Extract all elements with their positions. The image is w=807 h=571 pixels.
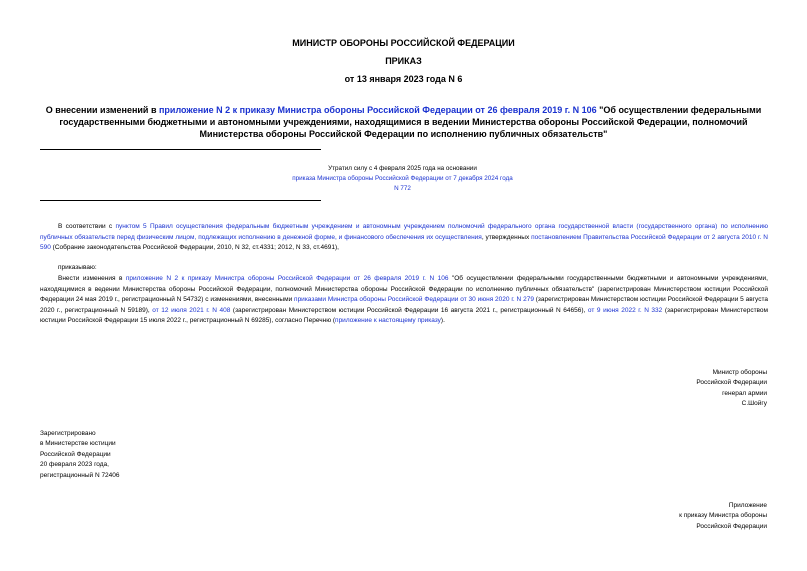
main-link-appendix[interactable]: приложение N 2 к приказу Министра обороны Российской Федерации от 26 февраля 2019 г. N 106 bbox=[125, 275, 449, 282]
order-word: приказываю: bbox=[58, 264, 97, 271]
document-type: ПРИКАЗ bbox=[385, 56, 422, 66]
status-note: Утратил силу с 4 февраля 2025 года на основании приказа Министра обороны Российской Федерации от 7 декабря 2024 года N 772 bbox=[292, 165, 513, 192]
document-date-number: от 13 января 2023 года N 6 bbox=[344, 74, 463, 84]
main-link-order-2022[interactable]: от 9 июня 2022 г. N 332 bbox=[587, 306, 663, 314]
appendix-header bbox=[679, 501, 767, 532]
preamble-link-resolution[interactable]: постановлением Правительства Российской Федерации от 2 августа 2010 г. N 590 bbox=[40, 233, 768, 252]
registration-line: Российской Федерации bbox=[40, 450, 111, 458]
document-title: О внесении изменений в приложение N 2 к приказу Министра обороны Российской Федерации от 26 февраля 2019 г. N 106 "Об осуществлении федеральными государственными бюджетными и автономными учреждениями, находящимися в ведении Министерства обороны Российской Федерации, полномочий Министерства обороны Российской Федерации по исполнению публичных обязательств" bbox=[45, 105, 762, 139]
preamble-link-rules[interactable]: Правил осуществления федеральным бюджетным учреждением и автономным учреждением полномочий федерального органа государственной власти (государственного органа) по исполнению публичных обязательств перед физическим лицом, подлежащих исполнению в денежной форме, и финансового обеспечения их осуществления bbox=[40, 223, 769, 241]
registration-line: регистрационный N 72406 bbox=[40, 471, 120, 479]
signature-line: генерал армии bbox=[722, 389, 767, 397]
registration-line: Зарегистрировано bbox=[40, 430, 96, 437]
divider-bottom bbox=[40, 200, 321, 201]
signature-line: Министр обороны bbox=[712, 369, 767, 376]
signature-line: Российской Федерации bbox=[696, 379, 767, 387]
preamble-link-clause[interactable]: пунктом 5 bbox=[115, 223, 147, 230]
signature-block bbox=[696, 368, 767, 410]
status-note-link[interactable]: приказа Министра обороны Российской Федерации от 7 декабря 2024 года N 772 bbox=[292, 175, 513, 192]
main-link-order-2021[interactable]: от 12 июля 2021 г. N 408 bbox=[152, 306, 231, 314]
main-link-orders-2020[interactable]: приказами Министра обороны Российской Федерации от 30 июня 2020 г. N 279 bbox=[294, 296, 534, 304]
registration-line: в Министерстве юстиции bbox=[40, 440, 116, 448]
appendix-line: Приложение bbox=[728, 502, 767, 509]
divider-top bbox=[40, 149, 321, 150]
registration-line: 20 февраля 2023 года, bbox=[40, 461, 109, 469]
title-link[interactable]: приложение N 2 к приказу Министра обороны Российской Федерации от 26 февраля 2019 г. N 106 bbox=[158, 105, 597, 115]
issuer-heading: МИНИСТР ОБОРОНЫ РОССИЙСКОЙ ФЕДЕРАЦИИ bbox=[292, 38, 515, 48]
registration-block bbox=[40, 429, 120, 481]
appendix-line: к приказу Министра обороны bbox=[679, 512, 767, 520]
main-link-annex[interactable]: приложение к настоящему приказу bbox=[335, 317, 441, 325]
preamble-paragraph: В соответствии с пунктом 5 Правил осуществления федеральным бюджетным учреждением и автономным учреждением полномочий федерального органа государственной власти (государственного органа) по исполнению публичных обязательств перед физическим лицом, подлежащих исполнению в денежной форме, и финансового обеспечения их осуществления, утвержденных постановлением Правительства Российской Федерации от 2 августа 2010 г. N 590 (Собрание законодательства Российской Федерации, 2010, N 32, ст.4331; 2012, N 33, ст.4691), bbox=[40, 223, 769, 252]
main-paragraph: Внести изменения в приложение N 2 к приказу Министра обороны Российской Федерации от 26 февраля 2019 г. N 106 "Об осуществлении федеральными государственными бюджетными и автономными учреждениями, находящимися в ведении Министерства обороны Российской Федерации, полномочий Министерства обороны Российской Федерации по исполнению публичных обязательств" (зарегистрирован Министерством юстиции Российской Федерации 24 мая 2019 г., регистрационный N 54732) с изменениями, внесенными приказами Министра обороны Российской Федерации от 30 июня 2020 г. N 279 (зарегистрирован Министерством юстиции Российской Федерации 5 августа 2020 г., регистрационный N 59189), от 12 июля 2021 г. N 408 (зарегистрирован Министерством юстиции Российской Федерации 16 августа 2021 г., регистрационный N 64656), от 9 июня 2022 г. N 332 (зарегистрирован Министерством юстиции Российской Федерации 15 июля 2022 г., регистрационный N 69285), согласно Перечню (приложение к настоящему приказу). bbox=[40, 275, 769, 325]
signature-line: С.Шойгу bbox=[741, 400, 767, 408]
appendix-line: Российской Федерации bbox=[696, 522, 767, 530]
